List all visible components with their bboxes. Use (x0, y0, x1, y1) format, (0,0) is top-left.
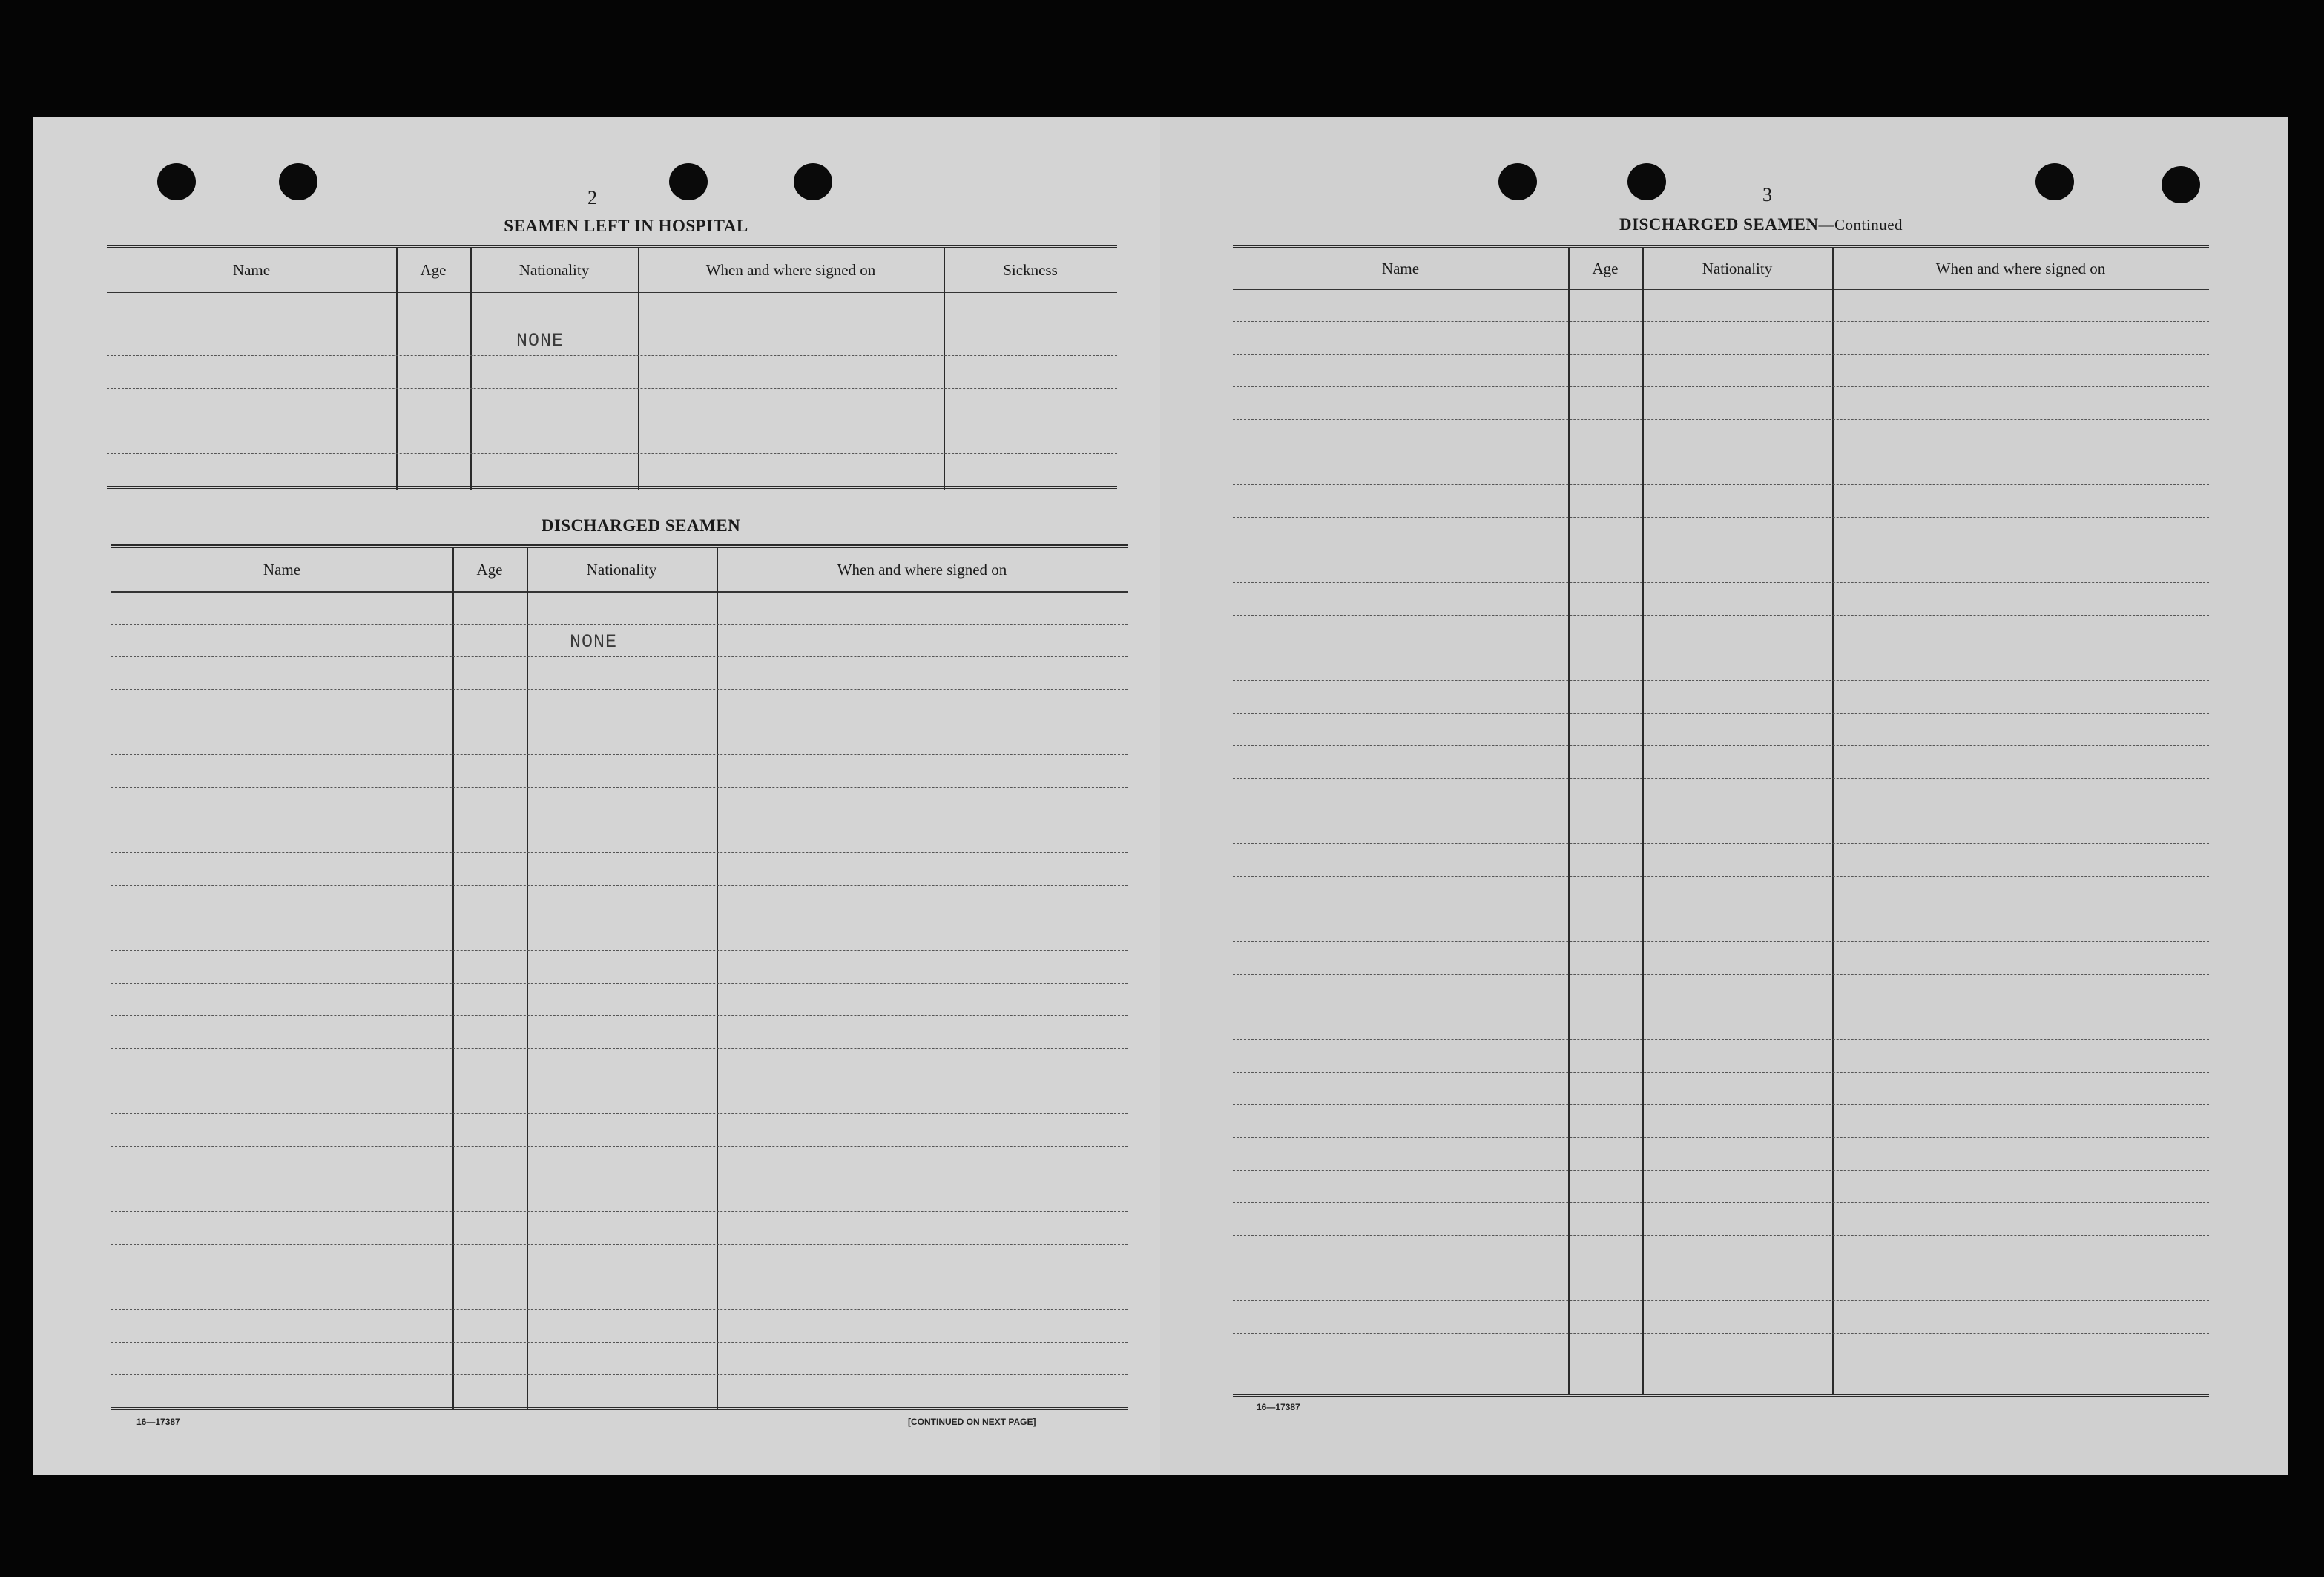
col-header-nationality: Nationality (519, 260, 590, 279)
col-header-name: Name (263, 560, 301, 579)
table-row (111, 950, 1128, 951)
col-header-nationality: Nationality (1702, 259, 1773, 277)
table-row (111, 852, 1128, 853)
table-row (1233, 680, 2209, 681)
punch-hole (279, 163, 317, 200)
col-header-nationality: Nationality (586, 560, 657, 579)
table-row (1233, 1039, 2209, 1040)
table-row (1233, 419, 2209, 420)
table-bottom-rule (1233, 1394, 2209, 1397)
discharged-continued-table (1233, 245, 2209, 1420)
table-row (1233, 354, 2209, 355)
continued-note: [CONTINUED ON NEXT PAGE] (908, 1417, 1036, 1427)
table-row (111, 983, 1128, 984)
hospital-section-title: SEAMEN LEFT IN HOSPITAL (504, 217, 748, 235)
column-divider (944, 248, 945, 490)
hospital-entry-none: NONE (516, 330, 564, 352)
table-bottom-rule (111, 1407, 1128, 1410)
punch-hole (1498, 163, 1537, 200)
table-row (107, 453, 1117, 454)
discharged-table (111, 544, 1128, 1423)
column-divider (638, 248, 639, 490)
table-row (111, 1374, 1128, 1375)
left-page (33, 117, 1160, 1475)
punch-hole (794, 163, 832, 200)
table-row (1233, 321, 2209, 322)
table-row (1233, 582, 2209, 583)
col-header-signed-on: When and where signed on (1935, 259, 2106, 277)
column-divider (470, 248, 472, 490)
table-row (1233, 745, 2209, 746)
table-row (1233, 615, 2209, 616)
discharged-entry-none: NONE (570, 631, 618, 653)
table-row (111, 1244, 1128, 1245)
table-row (1233, 1137, 2209, 1138)
form-sheet (33, 117, 2288, 1475)
table-row (1233, 713, 2209, 714)
continued-suffix: —Continued (1818, 216, 1903, 234)
table-row (1233, 1202, 2209, 1203)
punch-hole (157, 163, 196, 200)
table-row (111, 754, 1128, 755)
right-page (1160, 117, 2288, 1475)
table-row (1233, 1333, 2209, 1334)
table-row (111, 1146, 1128, 1147)
column-divider (1832, 248, 1834, 1395)
discharged-title-text: DISCHARGED SEAMEN (1619, 215, 1819, 234)
table-row (111, 656, 1128, 657)
table-row (1233, 778, 2209, 779)
col-header-sickness: Sickness (1003, 260, 1058, 279)
table-row (111, 1211, 1128, 1212)
table-row (1233, 484, 2209, 485)
table-row (111, 787, 1128, 788)
table-row (1233, 1072, 2209, 1073)
punch-hole (2035, 163, 2074, 200)
table-row (111, 1309, 1128, 1310)
column-divider (1568, 248, 1570, 1395)
column-divider (1642, 248, 1644, 1395)
page-number: 2 (587, 187, 597, 208)
table-row (1233, 386, 2209, 387)
table-row (1233, 843, 2209, 844)
table-row (111, 1113, 1128, 1114)
punch-hole (2162, 166, 2200, 203)
punch-hole (1627, 163, 1666, 200)
table-row (111, 1015, 1128, 1016)
column-divider (396, 248, 398, 490)
table-row (1233, 876, 2209, 877)
col-header-age: Age (476, 560, 503, 579)
form-number: 16—17387 (1257, 1402, 1300, 1412)
form-number: 16—17387 (136, 1417, 180, 1427)
table-row (111, 689, 1128, 690)
table-row (1233, 517, 2209, 518)
table-row (107, 388, 1117, 389)
col-header-name: Name (1381, 259, 1420, 277)
discharged-continued-title (1479, 215, 2043, 234)
col-header-signed-on: When and where signed on (837, 560, 1007, 579)
table-row (1233, 1170, 2209, 1171)
table-row (107, 355, 1117, 356)
column-divider (527, 548, 528, 1409)
column-divider (717, 548, 718, 1409)
col-header-name: Name (232, 260, 271, 279)
table-row (1233, 974, 2209, 975)
column-divider (452, 548, 454, 1409)
table-row (111, 1342, 1128, 1343)
table-row (111, 885, 1128, 886)
table-row (1233, 1300, 2209, 1301)
page-number: 3 (1762, 184, 1772, 205)
table-row (111, 624, 1128, 625)
discharged-section-title: DISCHARGED SEAMEN (541, 516, 741, 535)
col-header-age: Age (1592, 259, 1619, 277)
col-header-age: Age (420, 260, 447, 279)
punch-hole (669, 163, 708, 200)
table-row (111, 1048, 1128, 1049)
table-row (1233, 1104, 2209, 1105)
col-header-signed-on: When and where signed on (705, 260, 876, 279)
table-row (1233, 1235, 2209, 1236)
table-row (1233, 941, 2209, 942)
table-bottom-rule (107, 486, 1117, 489)
